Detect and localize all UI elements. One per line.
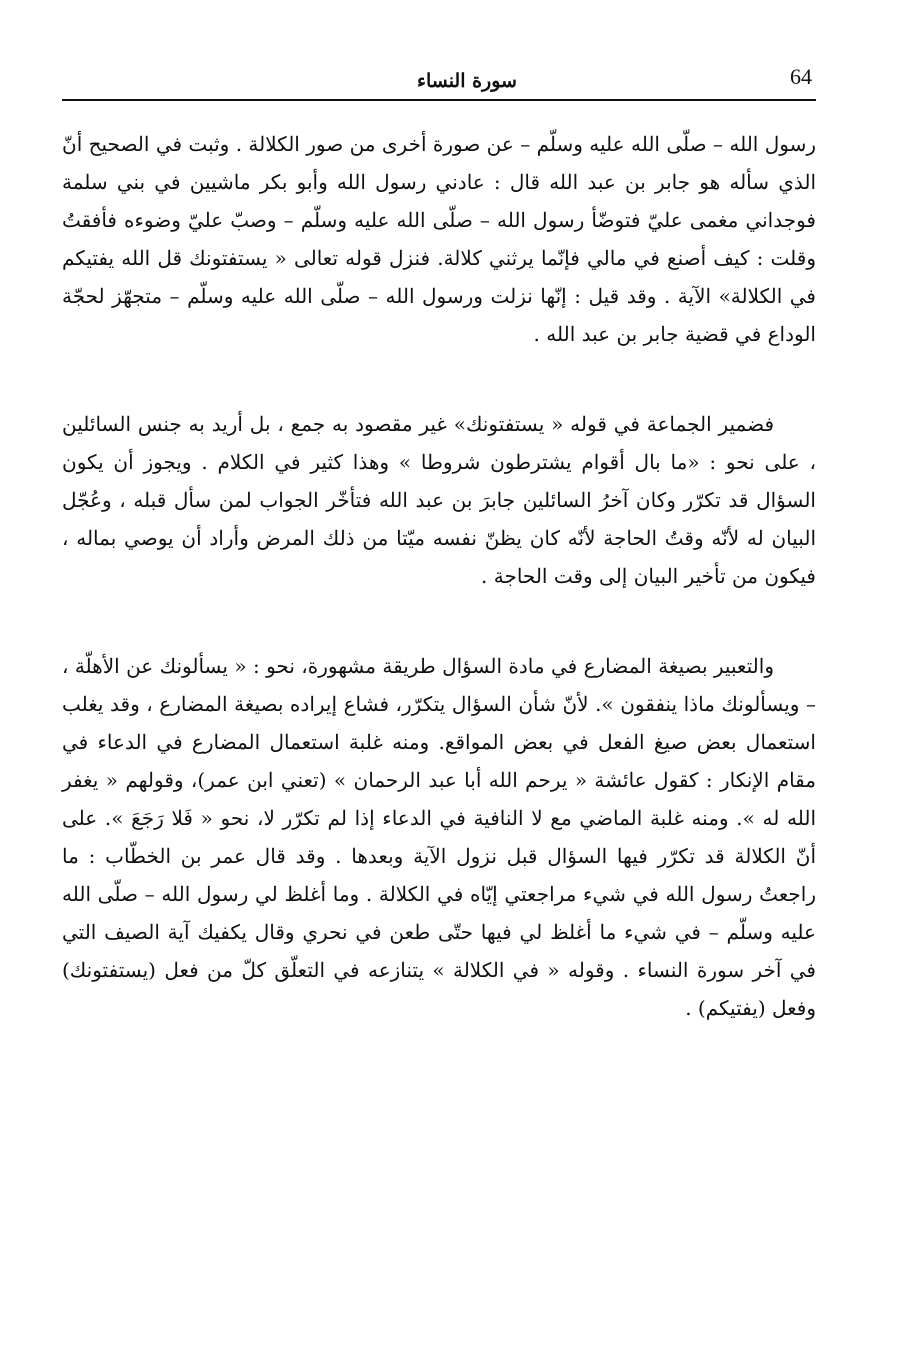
header-rule <box>62 99 816 101</box>
page-number: 64 <box>790 64 812 89</box>
paragraph-3: والتعبير بصيغة المضارع في مادة السؤال طريقة مشهورة، نحو : « يسألونك عن الأهلّة ، – ويسألونك ماذا ينفقون ». لأنّ شأن السؤال يتكرّر، فشاع إيراده بصيغة المضارع ، وقد يغلب استعمال بعض صيغ الفعل في بعض المواقع. ومنه غلبة استعمال المضارع في الدعاء في مقام الإنكار : كقول عائشة « يرحم الله أبا عبد الرحمان » (تعني ابن عمر)، وقولهم « يغفر الله له ». ومنه غلبة الماضي مع لا النافية في الدعاء إذا لم تكرّر لا، نحو « فَلا رَجَعَ ». على أنّ الكلالة قد تكرّر فيها السؤال قبل نزول الآية وبعدها . وقد قال عمر بن الخطّاب : ما راجعتُ رسول الله في شيء مراجعتي إيّاه في الكلالة . وما أغلظ لي رسول الله – صلّى الله عليه وسلّم – في شيء ما أغلظ لي فيها حتّى طعن في نحري وقال يكفيك آية الصيف التي في آخر سورة النساء . وقوله « في الكلالة » يتنازعه في التعلّق كلّ من فعل (يستفتونك) وفعل (يفتيكم) . <box>62 654 817 1020</box>
paragraph-1: رسول الله – صلّى الله عليه وسلّم – عن صورة أخرى من صور الكلالة . وثبت في الصحيح أنّ الذي سأله هو جابر بن عبد الله قال : عادني رسول الله وأبو بكر ماشيين في بني سلمة فوجداني مغمى عليّ فتوضّأ رسول الله – صلّى الله عليه وسلّم – وصبّ عليّ وضوءه فأفقتُ وقلت : كيف أصنع في مالي فإنّما يرثني كلالة. فنزل قوله تعالى « يستفتونك قل الله يفتيكم في الكلالة» الآية . وقد قيل : إنّها نزلت ورسول الله – صلّى الله عليه وسلّم – متجهّز لحجّة الوداع في قضية جابر بن عبد الله . <box>62 132 816 346</box>
running-title: سورة النساء <box>417 70 517 92</box>
page-header <box>62 60 816 100</box>
paragraph-2: فضمير الجماعة في قوله « يستفتونك» غير مقصود به جمع ، بل أريد به جنس السائلين ، على نحو : «ما بال أقوام يشترطون شروطا » وهذا كثير في الكلام . ويجوز أن يكون السؤال قد تكرّر وكان آخرُ السائلين جابرَ بن عبد الله فتأخّر الجواب لمن سأل قبله ، وعُجّل البيان له لأنّه وقتُ الحاجة لأنّه كان يظنّ نفسه ميّتا من ذلك المرض وأراد أن يوصي بماله ، فيكون من تأخير البيان إلى وقت الحاجة . <box>62 412 816 588</box>
page-body <box>62 125 816 1027</box>
